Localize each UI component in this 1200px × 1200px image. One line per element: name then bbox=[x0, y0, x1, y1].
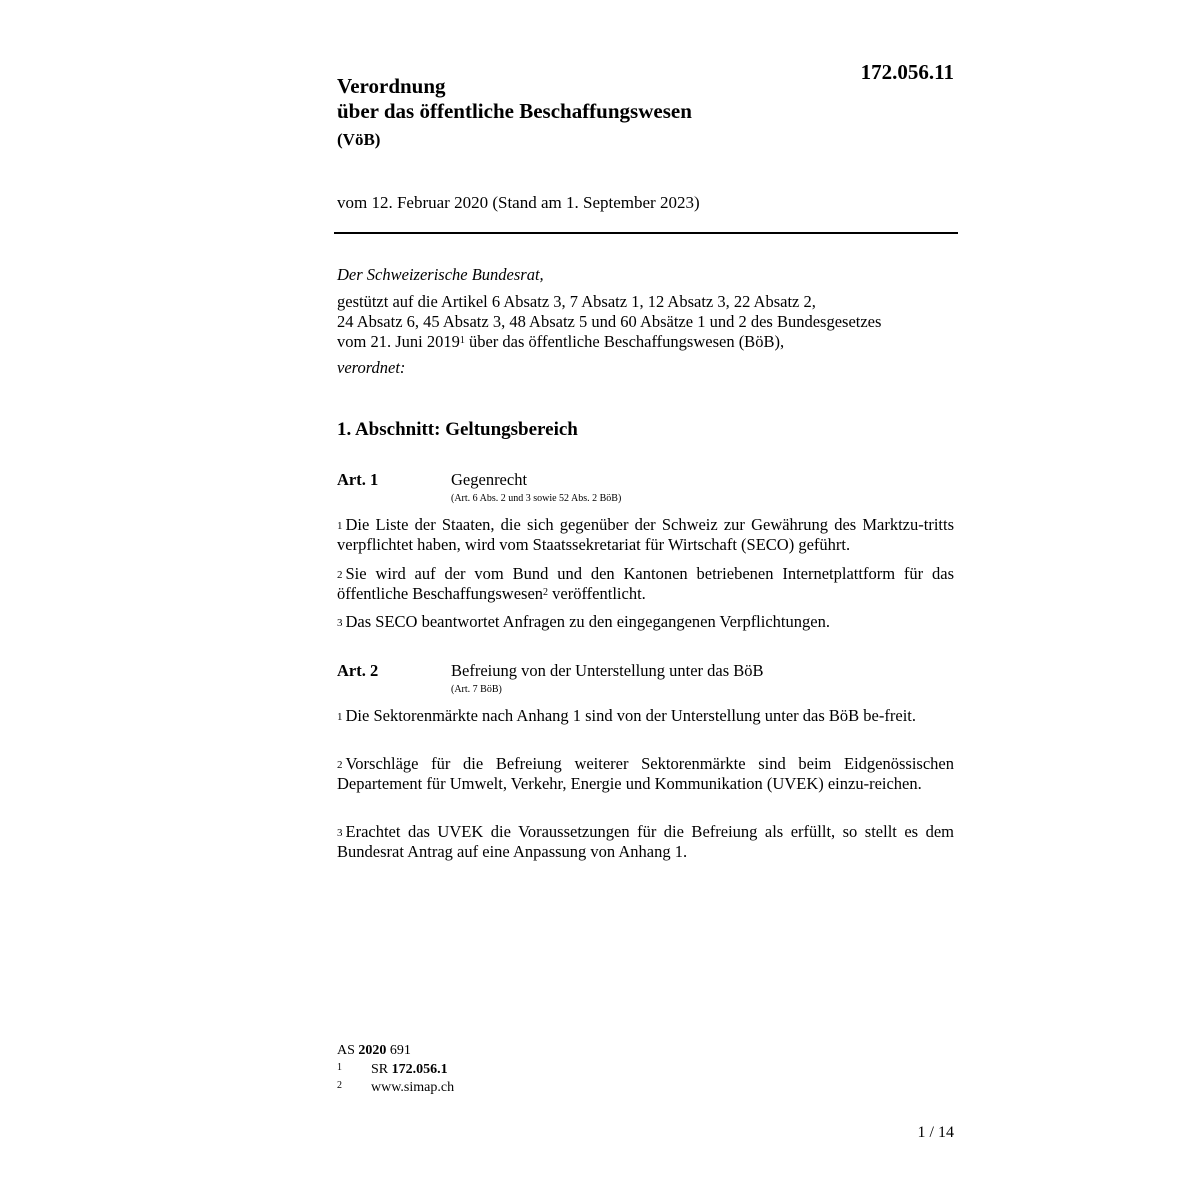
paragraph-number: 3 bbox=[337, 827, 343, 839]
article-1-paragraph-1 bbox=[337, 515, 954, 555]
preamble-basis-text-a: vom 21. Juni 2019 bbox=[337, 332, 460, 351]
paragraph-text: Die Sektorenmärkte nach Anhang 1 sind von der Unterstellung unter das BöB be-freit. bbox=[345, 706, 916, 725]
paragraph-number: 1 bbox=[337, 520, 343, 532]
document-abbreviation: (VöB) bbox=[337, 130, 381, 149]
footnote-mark: 2 bbox=[337, 1080, 342, 1091]
section-heading: 1. Abschnitt: Geltungsbereich bbox=[337, 419, 578, 440]
article-1-paragraph-2 bbox=[337, 564, 954, 604]
header-divider bbox=[334, 232, 958, 234]
paragraph-text: Erachtet das UVEK die Voraussetzungen für die Befreiung als erfüllt, so stellt es dem Bundesrat Antrag auf eine Anpassung von Anhang 1. bbox=[337, 822, 954, 861]
paragraph-text-b: veröffentlicht. bbox=[548, 584, 646, 603]
as-prefix: AS bbox=[337, 1043, 359, 1058]
article-1-reference: (Art. 6 Abs. 2 und 3 sowie 52 Abs. 2 BöB) bbox=[451, 493, 622, 504]
article-2-paragraph-1 bbox=[337, 706, 954, 726]
document-date: vom 12. Februar 2020 (Stand am 1. September 2023) bbox=[337, 193, 700, 212]
title-line-1: Verordnung bbox=[337, 74, 446, 98]
preamble-basis-text-b: über das öffentliche Beschaffungswesen (BöB), bbox=[464, 332, 785, 351]
article-2-title: Befreiung von der Unterstellung unter das BöB bbox=[451, 661, 764, 680]
footnote-mark: 1 bbox=[337, 1062, 342, 1073]
paragraph-number: 3 bbox=[337, 617, 343, 629]
paragraph-number: 2 bbox=[337, 759, 343, 771]
paragraph-number: 2 bbox=[337, 569, 343, 581]
footnote-1 bbox=[337, 1062, 448, 1078]
footnote-2 bbox=[337, 1080, 454, 1096]
footnote-link[interactable]: www.simap.ch bbox=[371, 1080, 455, 1095]
article-2-number: Art. 2 bbox=[337, 661, 379, 680]
article-2-paragraph-2 bbox=[337, 754, 954, 794]
footnote-sr-number[interactable]: 172.056.1 bbox=[391, 1062, 448, 1077]
article-2-reference: (Art. 7 BöB) bbox=[451, 684, 502, 695]
paragraph-text: Vorschläge für die Befreiung weiterer Sektorenmärkte sind beim Eidgenössischen Departement für Umwelt, Verkehr, Energie und Kommunikation (UVEK) einzu-reichen. bbox=[337, 754, 954, 793]
article-2-paragraph-3 bbox=[337, 822, 954, 862]
preamble-basis bbox=[337, 292, 954, 352]
article-1-title: Gegenrecht bbox=[451, 470, 528, 489]
official-compilation-reference bbox=[337, 1043, 411, 1059]
paragraph-text: Das SECO beantwortet Anfragen zu den eingegangenen Verpflichtungen. bbox=[345, 612, 830, 631]
preamble-basis-line-1: gestützt auf die Artikel 6 Absatz 3, 7 Absatz 1, 12 Absatz 3, 22 Absatz 2, bbox=[337, 292, 816, 311]
page-number: 1 / 14 bbox=[917, 1124, 954, 1141]
paragraph-text: Die Liste der Staaten, die sich gegenüber der Schweiz zur Gewährung des Marktzu-tritts verpflichtet haben, wird vom Staatssekretariat für Wirtschaft (SECO) geführt. bbox=[337, 515, 954, 554]
document-title bbox=[337, 74, 692, 124]
preamble-basis-line-3 bbox=[337, 332, 954, 352]
preamble-decree: verordnet: bbox=[337, 358, 406, 377]
sr-number: 172.056.11 bbox=[860, 60, 954, 84]
article-1-paragraph-3 bbox=[337, 612, 954, 632]
preamble-basis-line-2: 24 Absatz 6, 45 Absatz 3, 48 Absatz 5 und 60 Absätze 1 und 2 des Bundesgesetzes bbox=[337, 312, 882, 331]
footnote-prefix: SR bbox=[371, 1062, 392, 1077]
as-page: 691 bbox=[386, 1043, 411, 1058]
footnote-ref-1[interactable]: 1 bbox=[459, 335, 465, 346]
paragraph-number: 1 bbox=[337, 711, 343, 723]
article-1-number: Art. 1 bbox=[337, 470, 379, 489]
title-line-2: über das öffentliche Beschaffungswesen bbox=[337, 99, 692, 123]
footnote-ref-2[interactable]: 2 bbox=[543, 587, 549, 598]
as-year: 2020 bbox=[358, 1043, 387, 1058]
preamble-authority: Der Schweizerische Bundesrat, bbox=[337, 265, 544, 284]
paragraph-text-a: Sie wird auf der vom Bund und den Kantonen betriebenen Internetplattform für das öffentliche Beschaffungswesen bbox=[337, 564, 954, 603]
